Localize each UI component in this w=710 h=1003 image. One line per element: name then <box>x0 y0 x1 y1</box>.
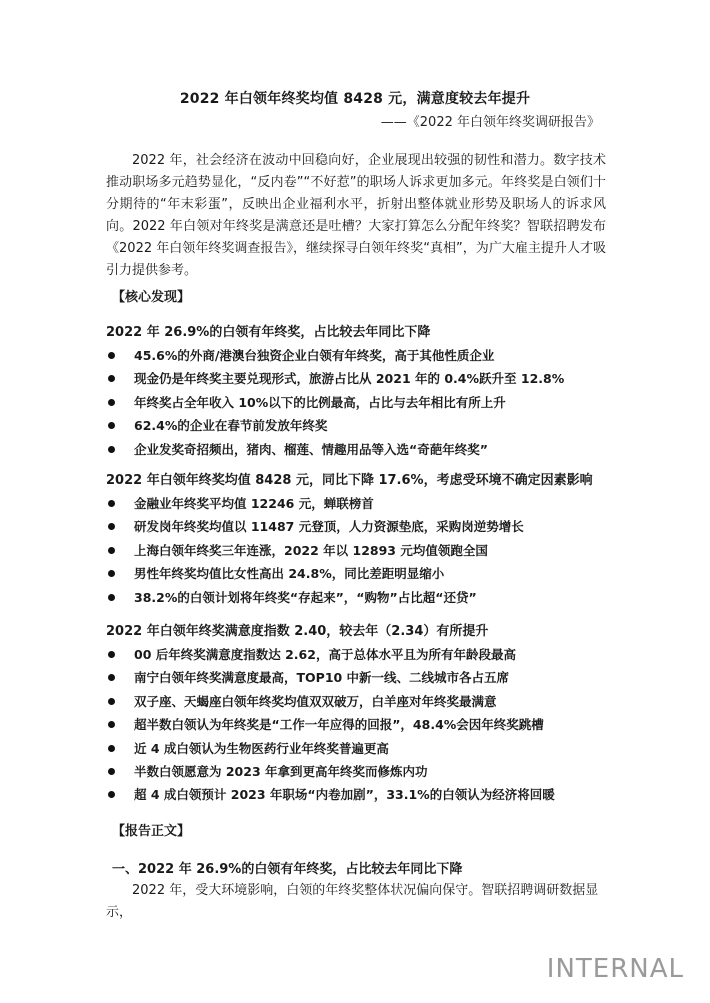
list-item-text: 南宁白领年终奖满意度最高，TOP10 中新一线、二线城市各占五席 <box>134 670 510 686</box>
finding-section-2 <box>106 470 626 609</box>
finding-list <box>106 643 626 807</box>
finding-heading: 2022 年白领年终奖满意度指数 2.40，较去年（2.34）有所提升 <box>106 624 489 639</box>
list-item <box>106 414 626 437</box>
list-item-text: 双子座、天蝎座白领年终奖均值双双破万，白羊座对年终奖最满意 <box>134 693 497 709</box>
bullet-icon <box>108 745 115 752</box>
bullet-icon <box>108 523 115 530</box>
bullet-icon <box>108 422 115 429</box>
report-body-label: 【报告正文】 <box>112 824 191 839</box>
list-item-text: 超半数白领认为年终奖是“工作一年应得的回报”，48.4%会因年终奖跳槽 <box>134 717 544 733</box>
list-item-text: 男性年终奖均值比女性高出 24.8%，同比差距明显缩小 <box>134 566 445 582</box>
list-item-text: 现金仍是年终奖主要兑现形式，旅游占比从 2021 年的 0.4%跃升至 12.8% <box>134 371 565 387</box>
list-item-text: 企业发奖奇招频出，猪肉、榴莲、情趣用品等入选“奇葩年终奖” <box>134 441 488 457</box>
body-section-heading: 一、2022 年 26.9%的白领有年终奖，占比较去年同比下降 <box>112 862 463 877</box>
intro-paragraph: 2022 年，社会经济在波动中回稳向好，企业展现出较强的韧性和潜力。数字技术推动职场多元趋势显化，“反内卷”“不好惹”的职场人诉求更加多元。年终奖是白领们十分期待的“年末彩蛋”，反映出企业福利水平，折射出整体就业形势及职场人的诉求风向。2022 年白领对年终奖是满意还是吐槽？大家打算怎么分配年终奖？智联招聘发布《2022 年白领年终奖调查报告》，继续探寻白领年终奖“真相”，为广大雇主提升人才吸引力提供参考。 <box>106 153 606 278</box>
list-item-text: 半数白领愿意为 2023 年拿到更高年终奖而修炼内功 <box>134 764 428 780</box>
list-item <box>106 643 626 666</box>
bullet-icon <box>108 698 115 705</box>
bullet-icon <box>108 547 115 554</box>
finding-section-3 <box>106 621 626 807</box>
intro-section <box>106 150 606 282</box>
finding-list <box>106 344 626 461</box>
list-item-text: 38.2%的白领计划将年终奖“存起来”，“购物”占比超“还贷” <box>134 589 477 605</box>
list-item-text: 金融业年终奖平均值 12246 元，蝉联榜首 <box>134 496 374 511</box>
bullet-icon <box>108 674 115 681</box>
core-findings-label: 【核心发现】 <box>112 290 191 305</box>
list-item <box>106 539 626 562</box>
bullet-icon <box>108 399 115 406</box>
finding-list <box>106 492 626 609</box>
bullet-icon <box>108 446 115 453</box>
bullet-icon <box>108 594 115 601</box>
bullet-icon <box>108 570 115 577</box>
body-paragraph: 2022 年，受大环境影响，白领的年终奖整体状况偏向保守。智联招聘调研数据显示， <box>106 883 599 920</box>
bullet-icon <box>108 500 115 507</box>
list-item <box>106 562 626 585</box>
finding-section-1 <box>106 322 626 461</box>
list-item <box>106 391 626 414</box>
document-subtitle: ——《2022 年白领年终奖调研报告》 <box>380 115 600 130</box>
list-item-text: 45.6%的外商/港澳台独资企业白领有年终奖，高于其他性质企业 <box>134 348 495 363</box>
list-item <box>106 783 626 806</box>
list-item <box>106 492 626 515</box>
bullet-icon <box>108 791 115 798</box>
list-item <box>106 713 626 736</box>
list-item <box>106 760 626 783</box>
list-item <box>106 367 626 390</box>
internal-watermark: INTERNAL <box>546 954 684 984</box>
bullet-icon <box>108 352 115 359</box>
list-item <box>106 344 626 367</box>
list-item <box>106 737 626 760</box>
bullet-icon <box>108 651 115 658</box>
list-item-text: 近 4 成白领认为生物医药行业年终奖普遍更高 <box>134 740 389 756</box>
list-item <box>106 515 626 538</box>
list-item-text: 62.4%的企业在春节前发放年终奖 <box>134 418 328 434</box>
list-item <box>106 586 626 609</box>
bullet-icon <box>108 375 115 382</box>
list-item-text: 超 4 成白领预计 2023 年职场“内卷加剧”，33.1%的白领认为经济将回暖 <box>134 787 555 803</box>
document-title: 2022 年白领年终奖均值 8428 元，满意度较去年提升 <box>179 91 531 107</box>
bullet-icon <box>108 768 115 775</box>
list-item <box>106 666 626 689</box>
list-item-text: 年终奖占全年收入 10%以下的比例最高，占比与去年相比有所上升 <box>134 394 506 410</box>
list-item-text: 上海白领年终奖三年连涨，2022 年以 12893 元均值领跑全国 <box>134 542 488 558</box>
finding-heading: 2022 年 26.9%的白领有年终奖，占比较去年同比下降 <box>106 325 431 340</box>
finding-heading: 2022 年白领年终奖均值 8428 元，同比下降 17.6%，考虑受环境不确定因素影响 <box>106 473 593 488</box>
bullet-icon <box>108 721 115 728</box>
list-item-text: 00 后年终奖满意度指数达 2.62，高于总体水平且为所有年龄段最高 <box>134 647 516 662</box>
list-item-text: 研发岗年终奖均值以 11487 元登顶，人力资源垫底，采购岗逆势增长 <box>134 519 524 535</box>
list-item <box>106 690 626 713</box>
list-item <box>106 438 626 461</box>
